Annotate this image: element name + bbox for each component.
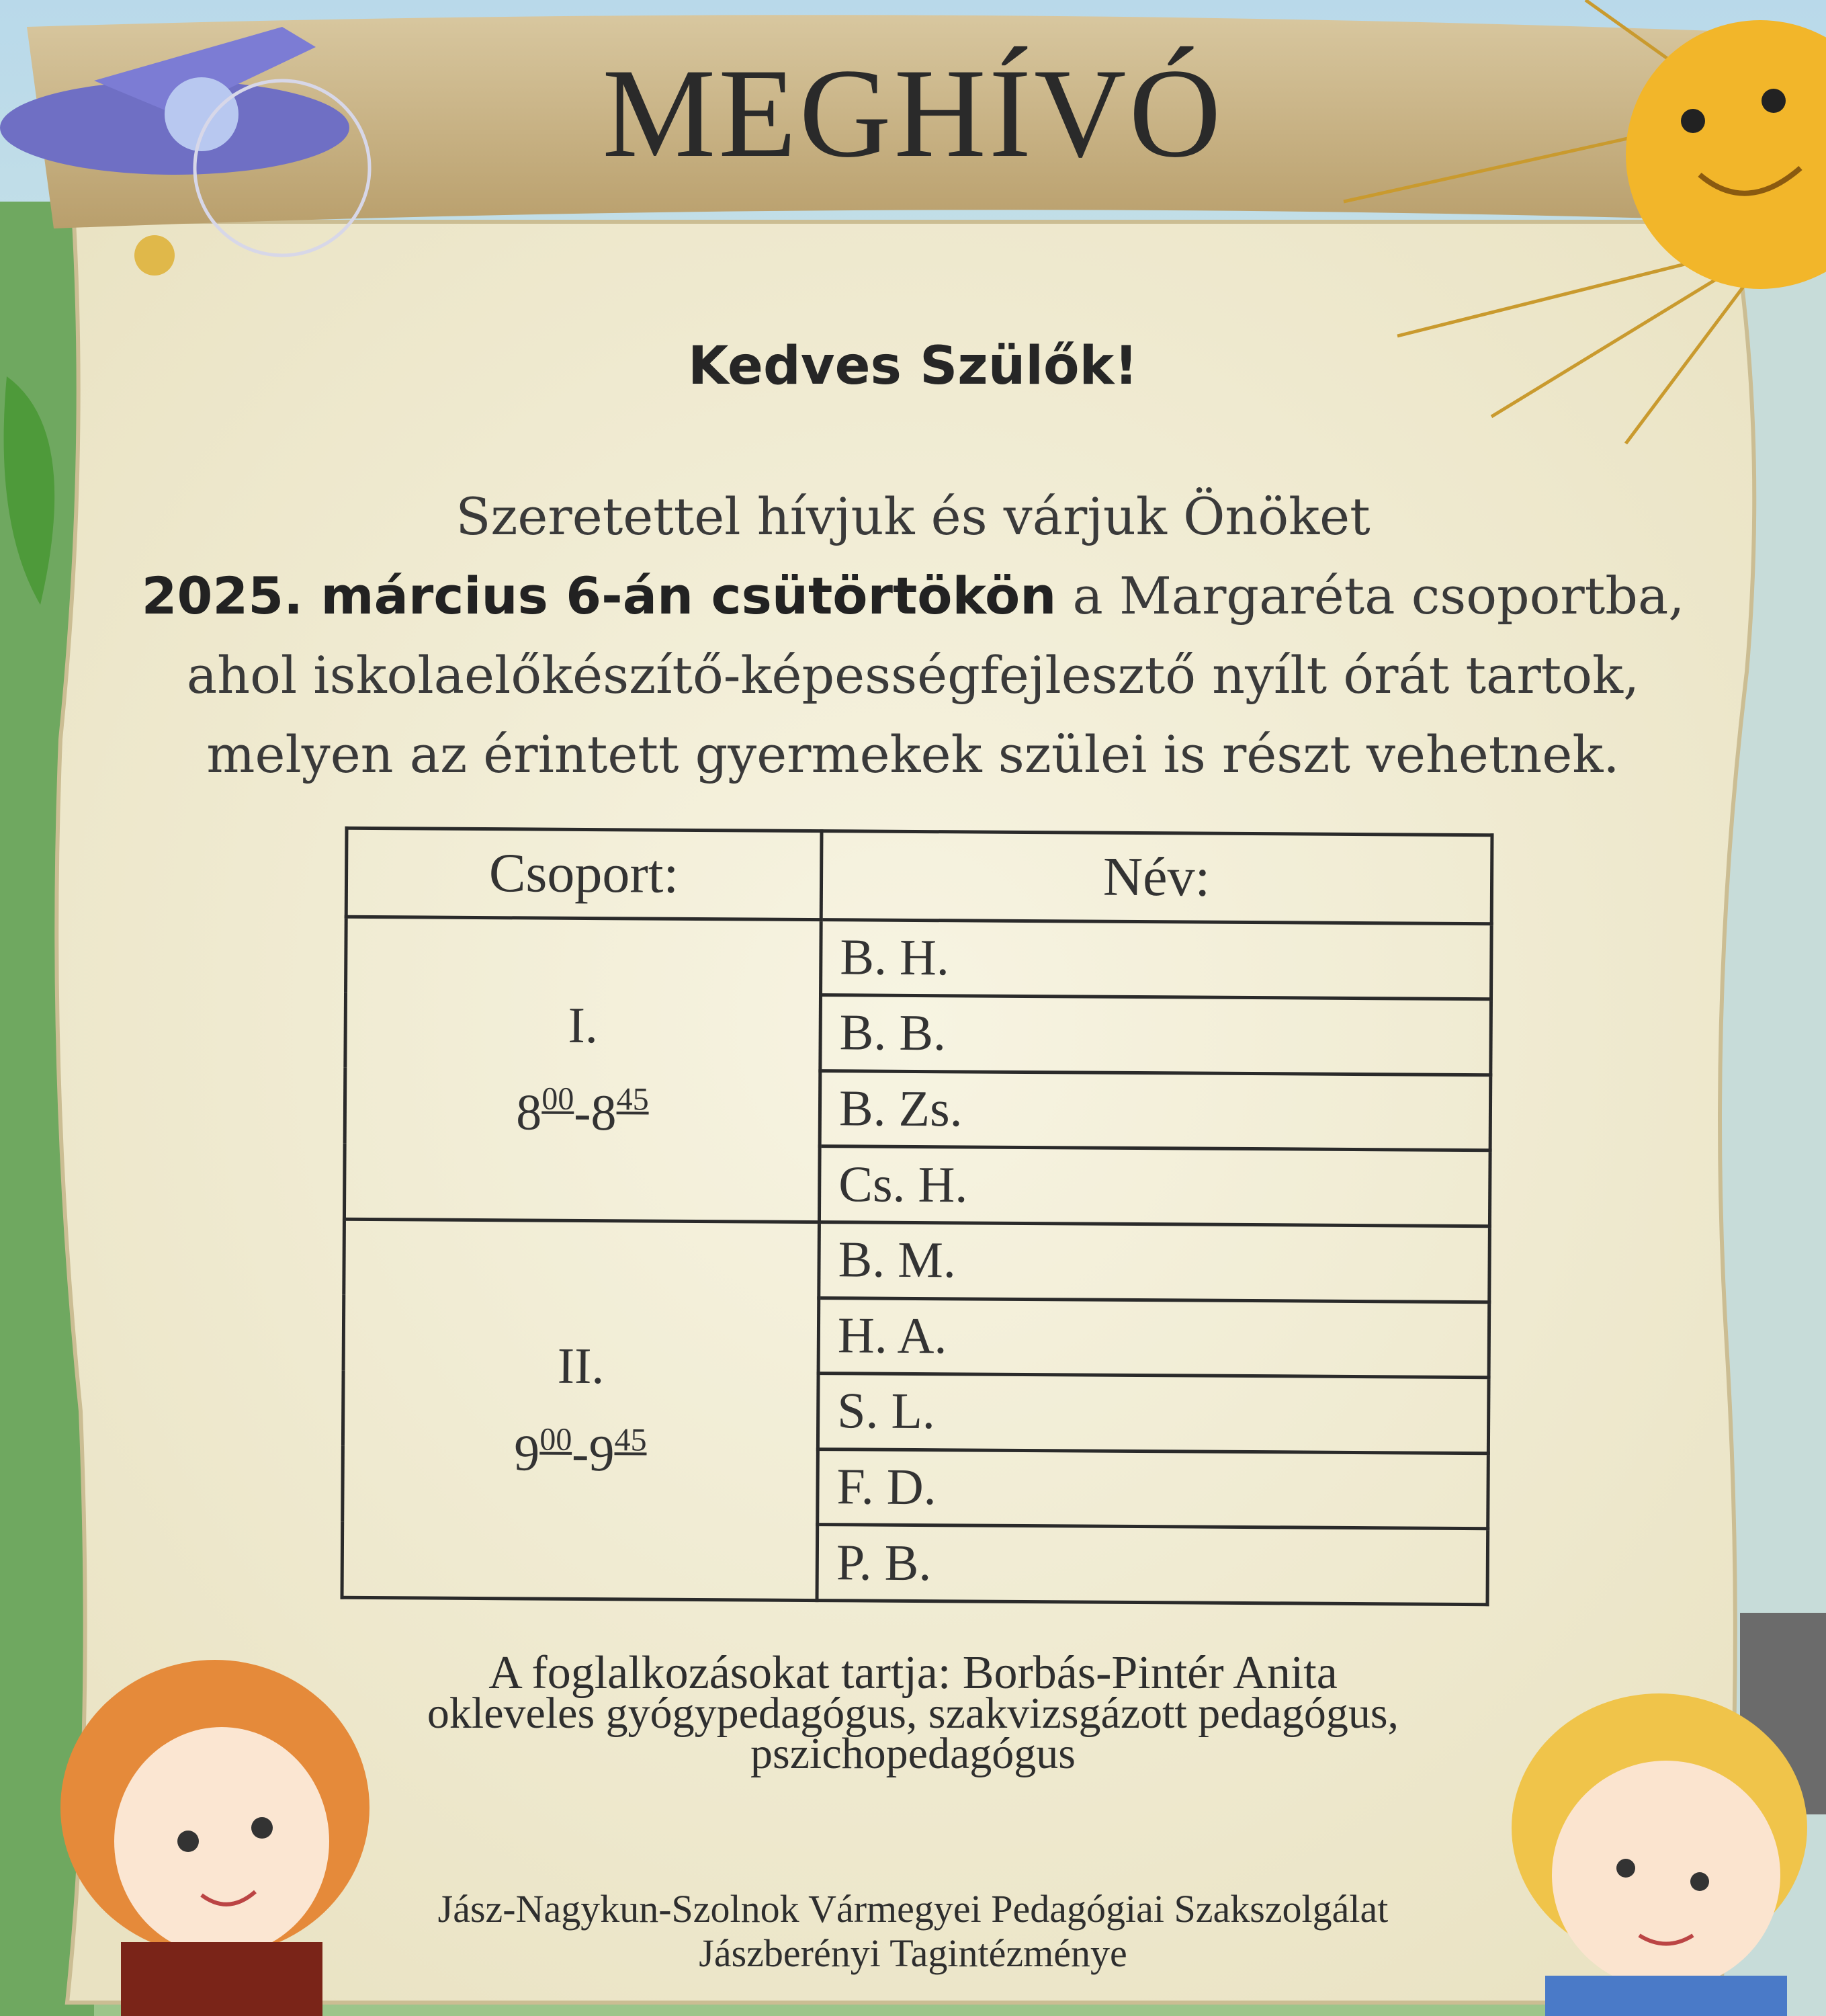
- table-cell-name: Cs. H.: [819, 1146, 1490, 1226]
- intro-line-3: ahol iskolaelőkészítő-képességfejlesztő nyílt órát tartok,: [186, 645, 1640, 705]
- name-header: Név:: [821, 831, 1492, 924]
- table-cell-name: F. D.: [818, 1449, 1489, 1529]
- table-cell-name: H. A.: [818, 1298, 1489, 1378]
- group-2-label: II.: [557, 1337, 605, 1395]
- intro-line-1: Szeretettel hívjuk és várjuk Önöket: [455, 487, 1371, 546]
- table-cell-name: B. B.: [820, 995, 1491, 1075]
- schedule-table: [341, 827, 1494, 1606]
- teacher-line-1: A foglalkozásokat tartja: Borbás-Pintér Anita: [488, 1647, 1338, 1699]
- teacher-line-3: pszichopedagógus: [750, 1729, 1076, 1778]
- teacher-line-2: okleveles gyógypedagógus, szakvizsgázott pedagógus,: [427, 1689, 1399, 1738]
- table-cell-name: S. L.: [818, 1374, 1489, 1454]
- group-1-cell: [344, 917, 821, 1222]
- institution-info: [0, 1887, 1826, 1976]
- intro-line-2-rest: a Margaréta csoportba,: [1056, 566, 1685, 626]
- table-cell-name: B. Zs.: [820, 1070, 1491, 1150]
- teacher-info: [0, 1647, 1826, 1778]
- group-2-time: $9^{00}-9^{45}$: [513, 1421, 647, 1482]
- institution-line-1: Jász-Nagykun-Szolnok Vármegyei Pedagógiai Szakszolgálat: [437, 1887, 1389, 1931]
- invitation-text: [0, 477, 1826, 794]
- table-row: [344, 1219, 1490, 1302]
- intro-line-2: [0, 556, 1826, 636]
- table-header-row: [346, 828, 1492, 923]
- greeting: Kedves Szülők!: [687, 336, 1138, 396]
- page-title: MEGHÍVÓ: [602, 43, 1224, 184]
- group-header: Csoport:: [346, 828, 822, 919]
- group-1-label: I.: [568, 997, 599, 1054]
- table-cell-name: B. M.: [819, 1222, 1490, 1302]
- table-cell-name: P. B.: [817, 1525, 1488, 1605]
- table-cell-name: B. H.: [821, 919, 1492, 999]
- group-1-time: $8^{00}-8^{45}$: [516, 1081, 649, 1142]
- intro-line-4: melyen az érintett gyermekek szülei is részt vehetnek.: [206, 724, 1620, 784]
- event-date: 2025. március 6-án csütörtökön: [141, 566, 1057, 626]
- institution-line-2: Jászberényi Tagintézménye: [699, 1931, 1127, 1975]
- table-row: [346, 917, 1492, 999]
- group-2-cell: [342, 1219, 819, 1600]
